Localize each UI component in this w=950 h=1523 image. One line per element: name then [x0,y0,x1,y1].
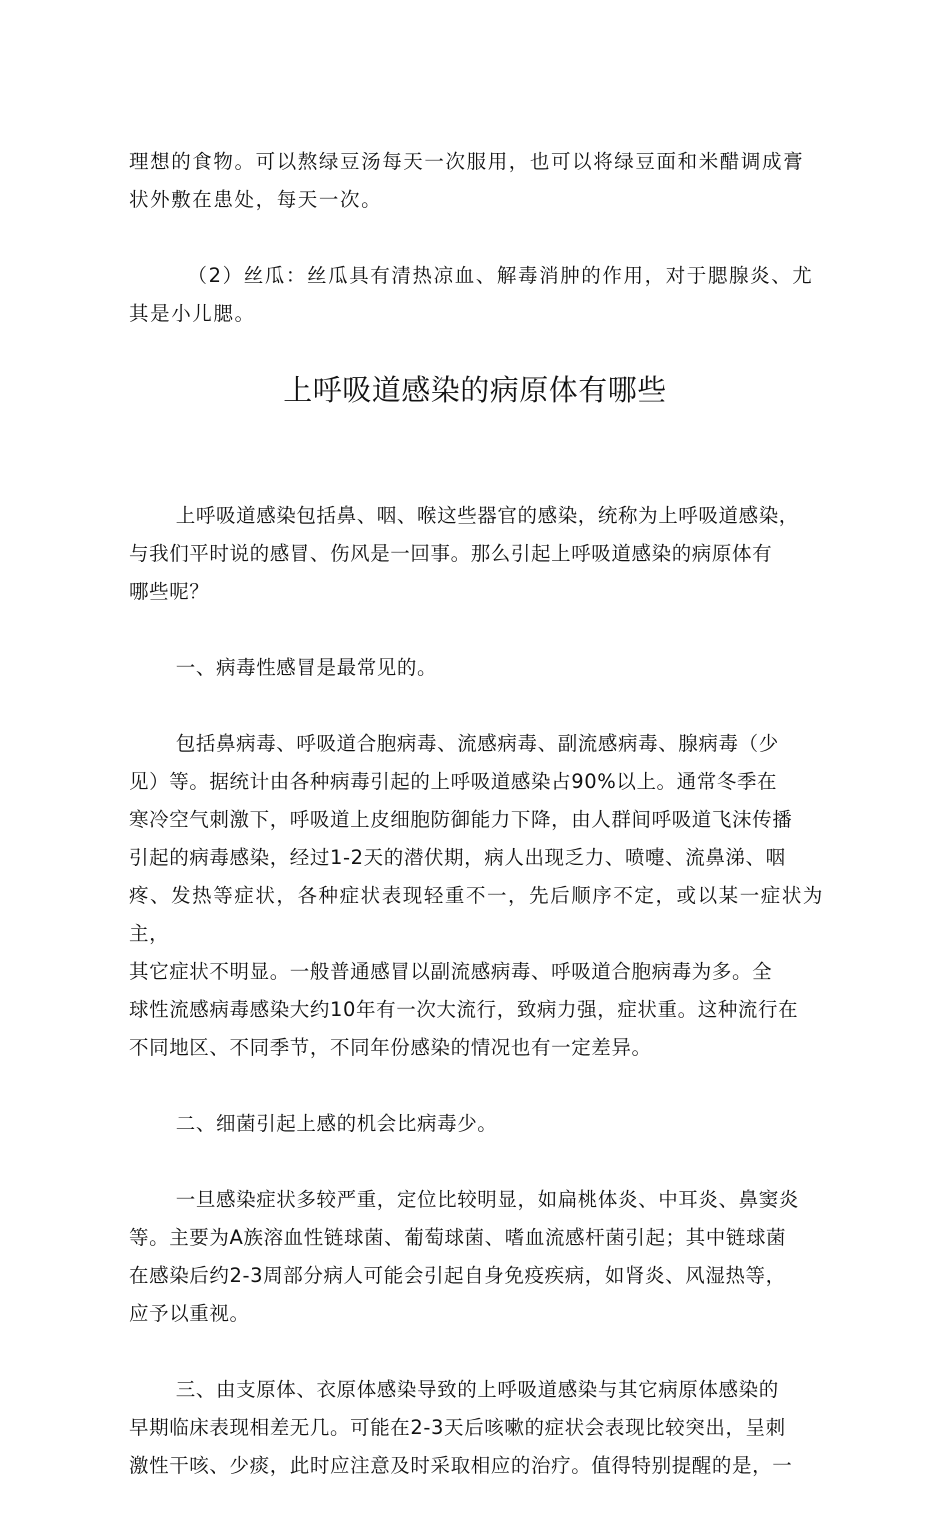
paragraph-mung-bean: 理想的食物。可以熬绿豆汤每天一次服用，也可以将绿豆面和米醋调成膏 状外敷在患处，每天一次。 [129,150,805,211]
heading-virus: 一、病毒性感冒是最常见的。 [175,656,438,679]
continued-text [129,105,823,371]
heading-bacteria: 二、细菌引起上感的机会比病毒少。 [175,1112,498,1135]
paragraph-intro: 上呼吸道感染包括鼻、咽、喉这些器官的感染，统称为上呼吸道感染， 与我们平时说的感冒、伤风是一回事。那么引起上呼吸道感染的病原体有 哪些呢？ [129,504,799,603]
paragraph-virus: 包括鼻病毒、呼吸道合胞病毒、流感病毒、副流感病毒、腺病毒（少 见）等。据统计由各种病毒引起的上呼吸道感染占90%以上。通常冬季在 寒冷空气刺激下，呼吸道上皮细胞防御能力下降，由人群间呼吸道飞沫传播 引起的病毒感染，经过1-2天的潜伏期，病人出现乏力、喷嚏、流鼻涕、咽 疼、发热等症状，各种症状表现轻重不一，先后顺序不定，或以某一症状为主， 其它症状不明显。一般普通感冒以副流感病毒、呼吸道合胞病毒为多。全 球性流感病毒感染大约10年有一次大流行，致病力强，症状重。这种流行在 不同地区、不同季节，不同年份感染的情况也有一定差异。 [129,732,823,1059]
paragraph-loofah: （2）丝瓜：丝瓜具有清热凉血、解毒消肿的作用，对于腮腺炎、尤 其是小儿腮。 [129,264,814,325]
page-title: 上呼吸道感染的病原体有哪些 [283,373,667,407]
paragraph-mycoplasma: 三、由支原体、衣原体感染导致的上呼吸道感染与其它病原体感染的 早期临床表现相差无几。可能在2-3天后咳嗽的症状会表现比较突出，呈刺 激性干咳、少痰，此时应注意及时采取相应的治疗。值得特别提醒的是，一 [129,1378,793,1477]
paragraph-bacteria: 一旦感染症状多较严重，定位比较明显，如扁桃体炎、中耳炎、鼻窦炎 等。主要为A族溶血性链球菌、葡萄球菌、嗜血流感杆菌引起；其中链球菌 在感染后约2-3周部分病人可能会引起自身免疫疾病，如肾炎、风湿热等， 应予以重视。 [129,1188,799,1325]
article-body [129,459,823,1523]
